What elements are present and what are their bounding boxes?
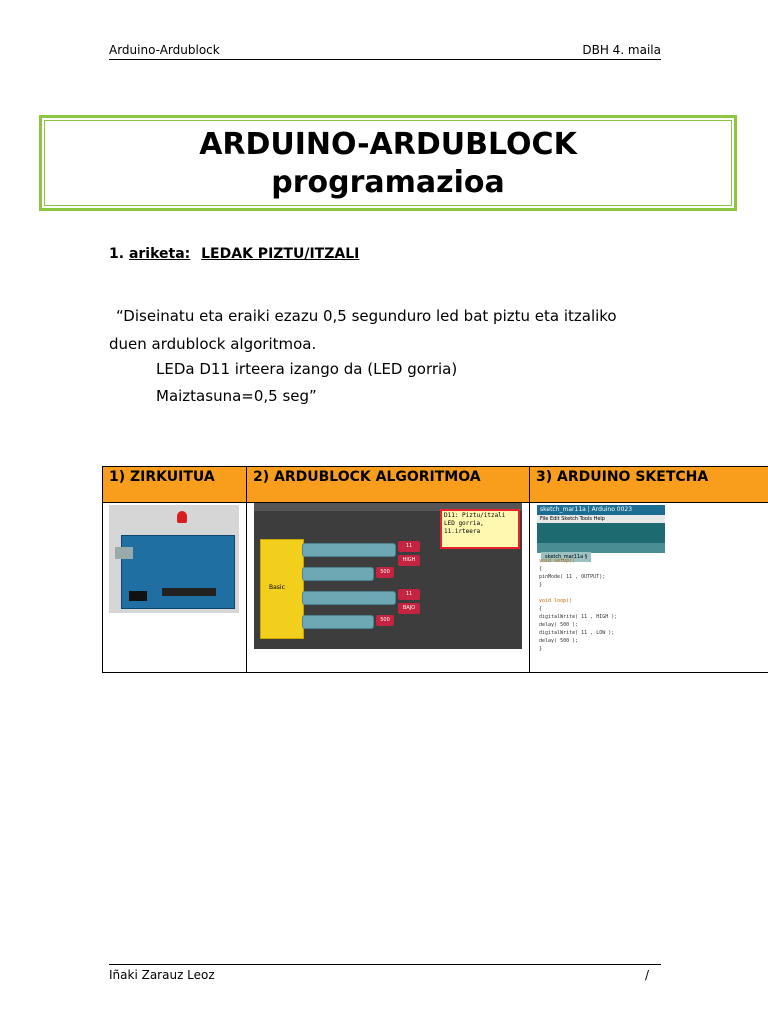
table-header-circuit: 1) ZIRKUITUA xyxy=(103,467,247,503)
footer-author: Iñaki Zarauz Leoz xyxy=(109,968,215,982)
title-box xyxy=(39,115,737,211)
power-jack-icon xyxy=(129,591,147,601)
value-low: BAJO xyxy=(398,603,420,614)
value-pin-11-a: 11 xyxy=(398,541,420,552)
code-line: { xyxy=(539,606,543,612)
sketch-tab: sketch_mar11a § xyxy=(541,552,591,562)
exercise-heading xyxy=(109,246,359,262)
arduino-sketch-image xyxy=(537,505,665,669)
ardublock-comment: D11: Piztu/itzali LED gorria, 11.irteera xyxy=(440,509,520,549)
body-line-2: duen ardublock algoritmoa. xyxy=(109,335,317,353)
block-pin-digital-1 xyxy=(302,543,396,557)
code-line: delay( 500 ); xyxy=(539,622,579,628)
code-line: void loop() xyxy=(539,598,573,604)
circuit-image xyxy=(109,505,239,613)
sketch-tab-bar xyxy=(537,543,665,560)
sketch-window-title: sketch_mar11a | Arduino 0023 xyxy=(537,505,665,515)
document-title xyxy=(42,126,734,202)
title-line-2: programazioa xyxy=(271,165,505,200)
body-line-4: Maiztasuna=0,5 seg” xyxy=(156,387,317,405)
usb-port-icon xyxy=(115,547,133,559)
code-line: pinMode( 11 , OUTPUT); xyxy=(539,574,606,580)
value-delay-a: 500 xyxy=(376,567,394,578)
table-header-algorithm: 2) ARDUBLOCK ALGORITMOA xyxy=(247,467,530,503)
code-line: digitalWrite( 11 , LOW ); xyxy=(539,630,615,636)
sketch-menu-bar: File Edit Sketch Tools Help xyxy=(537,515,665,523)
page-footer xyxy=(109,964,661,981)
table-header-row xyxy=(103,467,768,503)
circuit-cell xyxy=(103,503,247,673)
sketch-toolbar xyxy=(537,523,665,543)
body-line-1: “Diseinatu eta eraiki ezazu 0,5 segunduro led bat piztu eta itzaliko xyxy=(116,307,617,325)
block-delay-2 xyxy=(302,615,374,629)
block-delay-1 xyxy=(302,567,374,581)
code-line: } xyxy=(539,582,543,588)
code-line: void setup() xyxy=(539,558,576,564)
basic-block xyxy=(260,539,304,639)
basic-block-label: Basic xyxy=(269,584,285,591)
ardublock-image xyxy=(254,503,522,649)
value-high: HIGH xyxy=(398,555,420,566)
exercise-name: LEDAK PIZTU/ITZALI xyxy=(201,246,360,262)
ardublock-cell xyxy=(247,503,530,673)
sketch-cell xyxy=(530,503,768,673)
exercise-table xyxy=(102,466,768,673)
code-line: digitalWrite( 11 , HIGH ); xyxy=(539,614,618,620)
microchip-icon xyxy=(162,588,216,596)
body-line-3: LEDa D11 irteera izango da (LED gorria) xyxy=(156,360,458,378)
title-line-1: ARDUINO-ARDUBLOCK xyxy=(199,127,577,162)
block-pin-digital-2 xyxy=(302,591,396,605)
header-right-text: DBH 4. maila xyxy=(582,43,661,57)
sketch-code xyxy=(537,553,665,657)
table-header-sketch: 3) ARDUINO SKETCHA xyxy=(530,467,768,503)
code-line xyxy=(539,589,663,597)
footer-page-number: / xyxy=(644,968,649,982)
exercise-number: 1. xyxy=(109,246,125,262)
code-line: { xyxy=(539,566,543,572)
header-left-text: Arduino-Ardublock xyxy=(109,43,220,57)
code-line: delay( 500 ); xyxy=(539,638,579,644)
red-led-icon xyxy=(177,511,187,523)
code-line: } xyxy=(539,646,543,652)
value-pin-11-b: 11 xyxy=(398,589,420,600)
table-image-row xyxy=(103,503,768,673)
value-delay-b: 500 xyxy=(376,615,394,626)
page-header xyxy=(109,43,661,60)
exercise-label: ariketa: xyxy=(128,246,191,262)
